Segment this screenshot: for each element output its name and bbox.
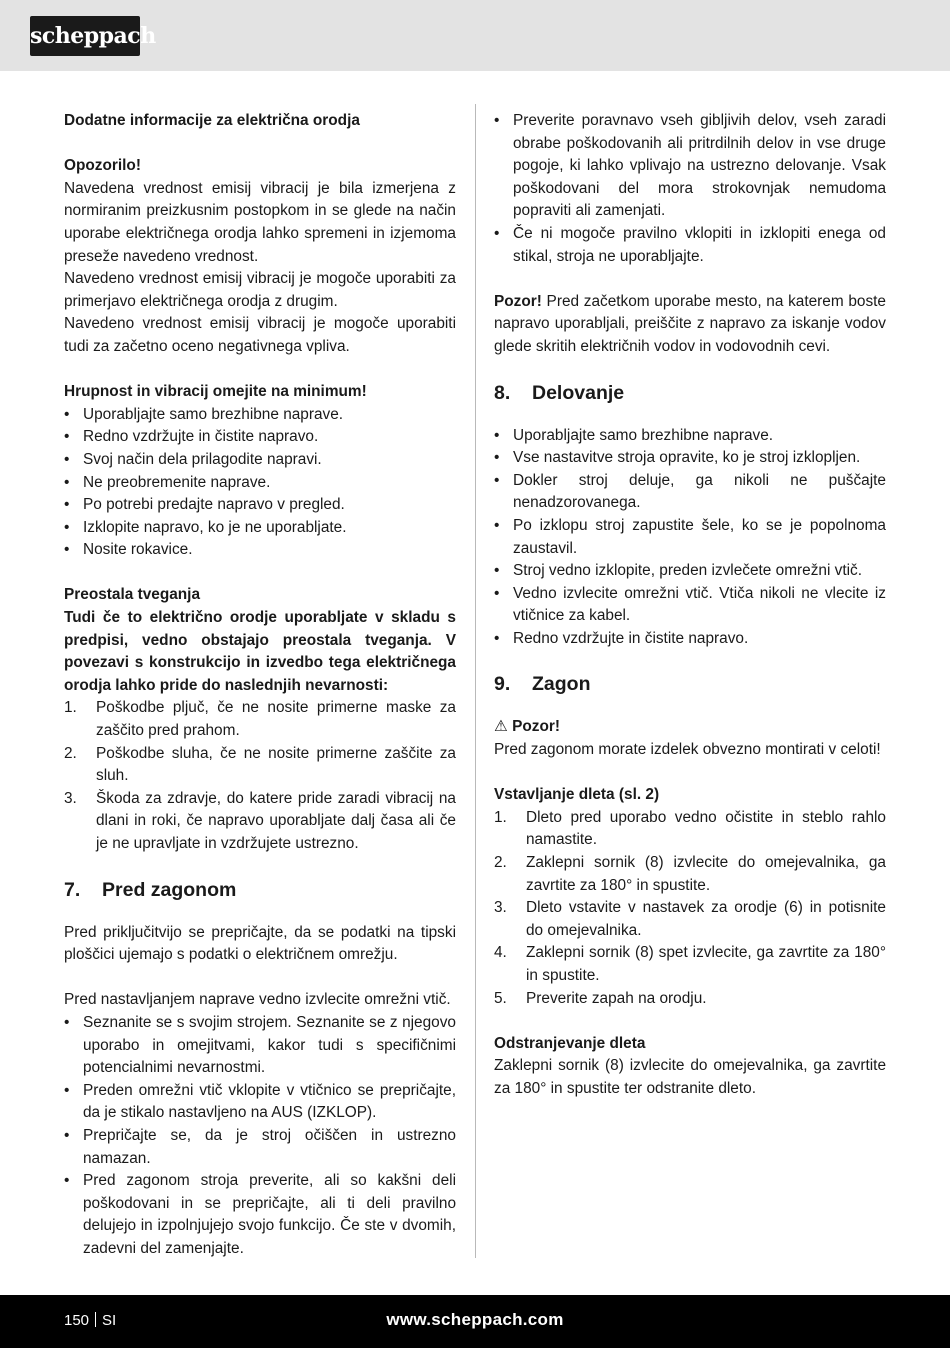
list-item: • Svoj način dela prilagodite napravi. — [64, 449, 456, 472]
list-item: • Redno vzdržujte in čistite napravo. — [64, 426, 456, 449]
list-item: • Seznanite se s svojim strojem. Seznanite se z njegovo uporabo in omejitvami, kakor tudi s specifičnimi potencialnimi nevarnostmi. — [64, 1012, 456, 1080]
item-number: 3. — [64, 789, 77, 807]
list-item: • Stroj vedno izklopite, preden izvlečete omrežni vtič. — [494, 560, 886, 583]
list-item — [64, 788, 456, 856]
item-number: 4. — [494, 944, 507, 962]
section-8-heading — [494, 380, 886, 406]
right-column — [494, 110, 886, 1101]
list-item: • Izklopite napravo, ko je ne uporabljate. — [64, 517, 456, 540]
list-item — [64, 697, 456, 742]
list-item — [494, 988, 886, 1011]
list-item — [494, 942, 886, 987]
residual-heading: Preostala tveganja — [64, 586, 201, 604]
website-url: www.scheppach.com — [386, 1310, 564, 1329]
list-item: • Prepričajte se, da je stroj očiščen in ustrezno namazan. — [64, 1125, 456, 1170]
list-item: • Uporabljajte samo brezhibne naprave. — [494, 425, 886, 448]
noise-heading: Hrupnost in vibracij omejite na minimum! — [64, 383, 367, 401]
item-text: Zaklepni sornik (8) spet izvlecite, ga zavrtite za 180° in spustite. — [526, 944, 886, 984]
item-number: 1. — [494, 808, 507, 826]
item-text: Dleto vstavite v nastavek za orodje (6) in potisnite do omejevalnika. — [526, 899, 886, 939]
list-item: • Nosite rokavice. — [64, 539, 456, 562]
sec8-list — [494, 425, 886, 651]
sec9-warning-label: Pozor! — [512, 718, 560, 736]
list-item: • Uporabljajte samo brezhibne naprave. — [64, 404, 456, 427]
check-list — [494, 110, 886, 268]
sec9-warning-text: Pred zagonom morate izdelek obvezno montirati v celoti! — [494, 741, 881, 759]
insert-chisel-heading: Vstavljanje dleta (sl. 2) — [494, 786, 660, 804]
list-item: • Vedno izvlecite omrežni vtič. Vtiča nikoli ne vlecite iz vtičnice za kabel. — [494, 583, 886, 628]
section-9-heading — [494, 671, 886, 697]
insert-list — [494, 807, 886, 1010]
warning-triangle-icon: ⚠ — [494, 718, 508, 736]
add-info-heading: Dodatne informacije za električna orodja — [64, 112, 360, 129]
list-item: • Vse nastavitve stroja opravite, ko je stroj izklopljen. — [494, 447, 886, 470]
item-text: Škoda za zdravje, do katere pride zaradi vibracij na dlani in roki, če napravo uporabljate dalj časa ali če je ne upravljate in vzdržujete ustrezno. — [96, 789, 456, 852]
scheppach-logo: scheppach — [30, 16, 140, 56]
item-text: Poškodbe pljuč, če ne nosite primerne maske za zaščito pred prahom. — [96, 699, 456, 740]
warning-paragraph-3: Navedeno vrednost emisij vibracij je mogoče uporabiti tudi za začetno oceno negativnega vpliva. — [64, 315, 456, 355]
list-item — [64, 743, 456, 788]
pozor-paragraph — [494, 291, 886, 359]
noise-list — [64, 404, 456, 562]
section-title: Zagon — [532, 673, 591, 696]
list-item: • Preverite poravnavo vseh gibljivih delov, vseh zaradi obrabe poškodovanih ali pritrdilnih delov in vse druge pogoje, ki lahko vplivajo na ustrezno delovanje. Vsak poškodovani del mora strokovnjak nemudoma popraviti ali zamenjati. — [494, 110, 886, 223]
section-number: 8. — [494, 381, 511, 404]
list-item: • Po potrebi predajte napravo v pregled. — [64, 494, 456, 517]
remove-chisel-text: Zaklepni sornik (8) izvlecite do omejevalnika, ga zavrtite za 180° in spustite ter odstranite dleto. — [494, 1057, 886, 1097]
warning-paragraph-1: Navedena vrednost emisij vibracij je bila izmerjena z normiranim preizkusnim postopkom in se glede na način uporabe električnega orodja lahko spremeni in izjemoma preseže navedeno vrednost. — [64, 179, 456, 265]
remove-chisel-heading: Odstranjevanje dleta — [494, 1034, 646, 1052]
language-code: SI — [102, 1312, 117, 1329]
item-text: Zaklepni sornik (8) izvlecite do omejevalnika, ga zavrtite za 180° in spustite. — [526, 854, 886, 894]
column-divider — [475, 104, 476, 1258]
residual-list — [64, 697, 456, 855]
footer-band — [0, 1295, 950, 1348]
sec7-list — [64, 1012, 456, 1261]
list-item — [494, 897, 886, 942]
item-number: 5. — [494, 989, 507, 1007]
sec7-paragraph-1: Pred priključitvijo se prepričajte, da se podatki na tipski ploščici ujemajo s podatki o električnem omrežju. — [64, 923, 456, 964]
list-item — [494, 807, 886, 852]
list-item: • Po izklopu stroj zapustite šele, ko se je popolnoma zaustavil. — [494, 515, 886, 560]
item-number: 1. — [64, 699, 77, 717]
item-text: Preverite zapah na orodju. — [526, 989, 707, 1007]
list-item: • Pred zagonom stroja preverite, ali so kakšni deli poškodovani in se prepričajte, ali ti deli pravilno delujejo in izpolnjujejo svojo funkcijo. Če ste v dvomih, zadevni del zamenjajte. — [64, 1170, 456, 1260]
sec7-paragraph-2: Pred nastavljanjem naprave vedno izvlecite omrežni vtič. — [64, 991, 451, 1009]
item-text: Poškodbe sluha, če ne nosite primerne zaščite za sluh. — [96, 744, 456, 785]
warning-heading: Opozorilo! — [64, 157, 141, 175]
section-number: 9. — [494, 673, 511, 696]
section-7-heading — [64, 877, 456, 903]
pozor-label: Pozor! — [494, 292, 542, 310]
list-item — [494, 852, 886, 897]
item-number: 3. — [494, 899, 507, 917]
list-item: • Ne preobremenite naprave. — [64, 472, 456, 495]
item-text: Dleto pred uporabo vedno očistite in steblo rahlo namastite. — [526, 808, 886, 849]
section-title: Delovanje — [532, 381, 625, 404]
section-title: Pred zagonom — [102, 878, 237, 901]
section-number: 7. — [64, 878, 81, 901]
sec9-warning-heading — [494, 716, 886, 739]
list-item: • Preden omrežni vtič vklopite v vtičnico se prepričajte, da je stikalo nastavljeno na AUS (IZKLOP). — [64, 1080, 456, 1125]
left-column — [64, 110, 456, 1261]
item-number: 2. — [64, 744, 77, 762]
header-band — [0, 0, 950, 71]
residual-intro: Tudi če to električno orodje uporabljate v skladu s predpisi, vedno obstajajo preostala tveganja. V povezavi s konstrukcijo in izvedbo tega električnega orodja lahko pride do naslednjih nevarnosti: — [64, 609, 456, 694]
warning-paragraph-2: Navedeno vrednost emisij vibracij je mogoče uporabiti za primerjavo električnega orodja z drugim. — [64, 270, 456, 310]
list-item: • Dokler stroj deluje, ga nikoli ne puščajte nenadzorovanega. — [494, 470, 886, 515]
page-number-value: 150 — [64, 1312, 90, 1329]
item-number: 2. — [494, 854, 507, 872]
pozor-text: Pred začetkom uporabe mesto, na katerem boste napravo uporabljali, preiščite z napravo za iskanje vodov glede skritih električnih vodov in vodovodnih cevi. — [494, 292, 886, 355]
list-item: • Če ni mogoče pravilno vklopiti in izklopiti enega od stikal, stroja ne uporabljajte. — [494, 223, 886, 268]
list-item: • Redno vzdržujte in čistite napravo. — [494, 628, 886, 651]
